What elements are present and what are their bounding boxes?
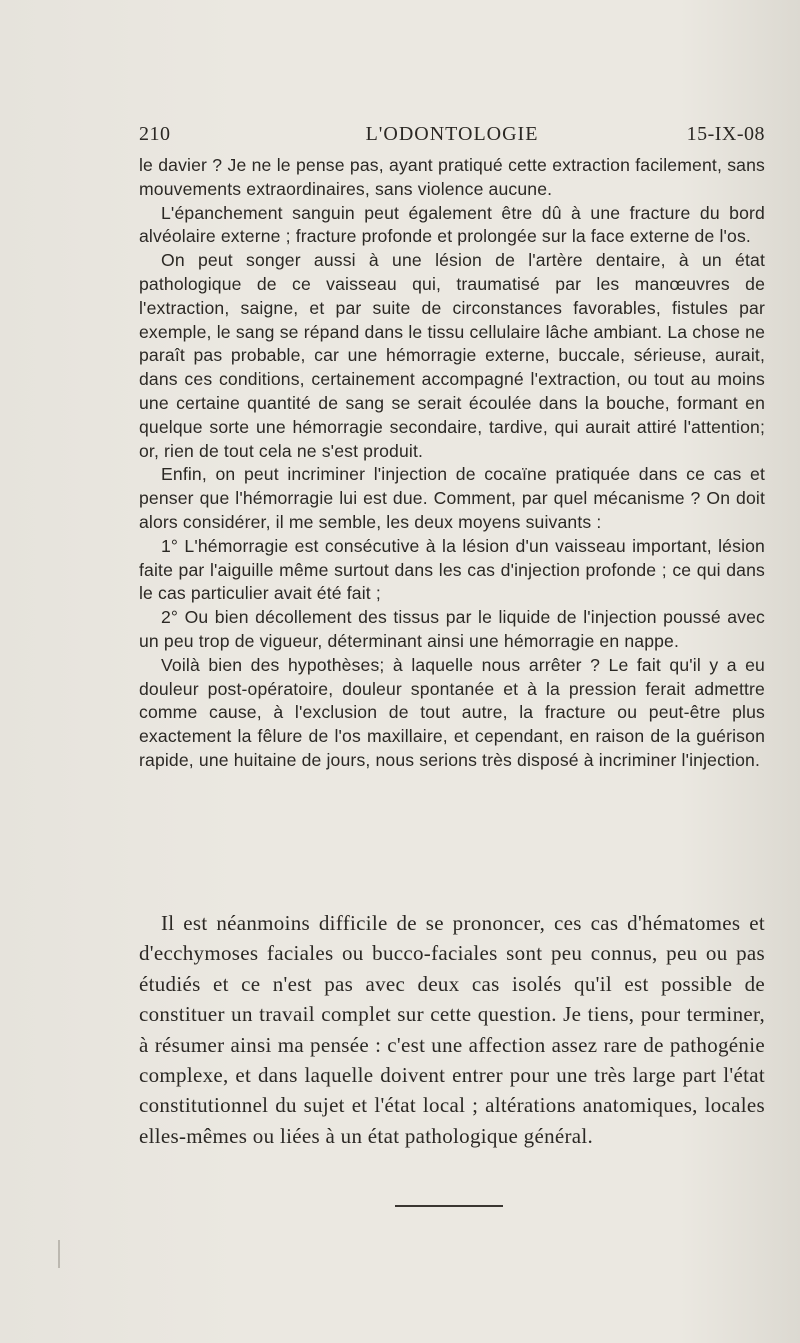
paragraph-artery: On peut songer aussi à une lésion de l'artère dentaire, à un état pathologique de ce vaisseau qui, traumatisé par les manœuvres de l'extraction, saigne, et par suite de circonstances favorables, fistules par exemple, le sang se répand dans le tissu cellulaire lâche ambiant. La chose ne paraît pas probable, car une hémorragie externe, buccale, sérieuse, aurait, dans ces conditions, certainement accompagné l'extraction, ou tout au moins une certaine quantité de sang se serait écoulée dans la bouche, formant en quelque sorte une hémorragie secondaire, tardive, qui aurait attiré l'attention; or, rien de tout cela ne s'est produit. [139, 250, 765, 461]
page-number: 210 [139, 123, 171, 145]
journal-title: L'ODONTOLOGIE [365, 123, 539, 145]
end-rule [395, 1205, 503, 1207]
paragraph-fracture: L'épanchement sanguin peut également être dû à une fracture du bord alvéolaire externe ; fracture profonde et prolongée sur la face externe de l'os. [139, 202, 765, 247]
paragraph-cocaine-injection: Enfin, on peut incriminer l'injection de cocaïne pratiquée dans ce cas et penser que l'hémorragie lui est due. Comment, par quel mécanisme ? On doit alors considérer, il me semble, les deux moyens suivants : [139, 464, 765, 532]
paragraph-point-2: 2° Ou bien décollement des tissus par le liquide de l'injection poussé avec un peu trop de vigueur, déterminant ainsi une hémorragie en nappe. [139, 607, 765, 651]
margin-mark [58, 1240, 60, 1268]
conclusion-text [139, 908, 765, 1151]
body-text [139, 154, 765, 773]
running-header [139, 123, 765, 153]
paragraph-point-1: 1° L'hémorragie est consécutive à la lésion d'un vaisseau important, lésion faite par l'aiguille même surtout dans les cas d'injection profonde ; ce qui dans le cas particulier avait été fait ; [139, 535, 765, 604]
paragraph-hypotheses: Voilà bien des hypothèses; à laquelle nous arrêter ? Le fait qu'il y a eu douleur post-opératoire, douleur spontanée et à la pression ferait admettre comme cause, à l'exclusion de tout autre, la fracture ou peut-être plus exactement la fêlure de l'os maxillaire, et cependant, en raison de la guérison rapide, une huitaine de jours, nous serions très disposé à incriminer l'injection. [139, 654, 765, 770]
paragraph-conclusion: Il est néanmoins difficile de se prononcer, ces cas d'hématomes et d'ecchymoses faciales ou bucco-faciales sont peu connus, peu ou pas étudiés et ce n'est pas avec deux cas isolés qu'il est possible de constituer un travail complet sur cette question. Je tiens, pour terminer, à résumer ainsi ma pensée : c'est une affection assez rare de pathogénie complexe, et dans laquelle doivent entrer pour une très large part l'état constitutionnel du sujet et l'état local ; altérations anatomiques, locales elles-mêmes ou liées à un état pathologique général. [139, 911, 765, 1148]
paragraph-continuation: le davier ? Je ne le pense pas, ayant pratiqué cette extraction facilement, sans mouvements extraordinaires, sans violence aucune. [139, 155, 765, 199]
issue-date: 15-IX-08 [686, 123, 765, 145]
